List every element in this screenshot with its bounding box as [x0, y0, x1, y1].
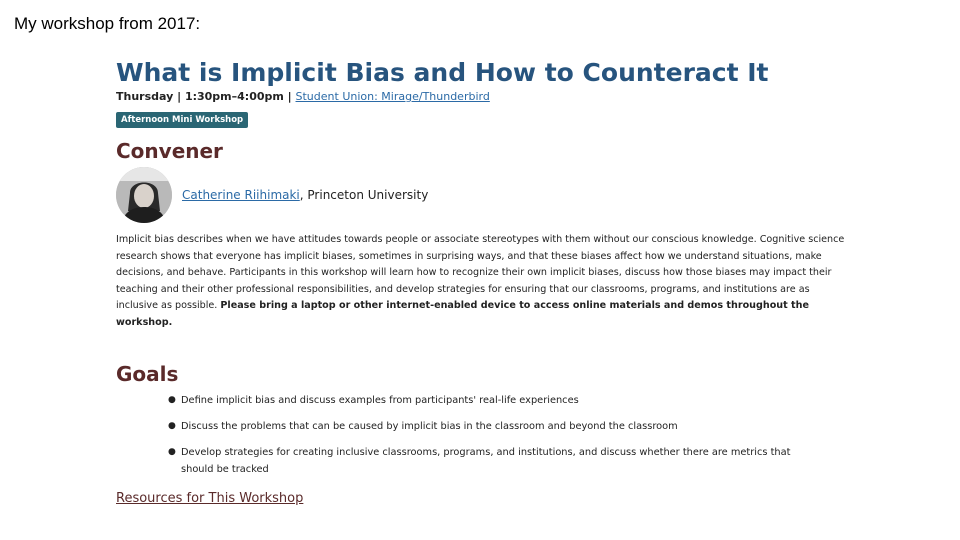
description-bold-note: Please bring a laptop or other internet-enabled device to access online materials and demos throughout the workshop.: [116, 300, 809, 328]
convener-name-link[interactable]: Catherine Riihimaki: [182, 188, 300, 202]
convener-heading: Convener: [116, 139, 223, 163]
description-text: Implicit bias describes when we have attitudes towards people or associate stereotypes with them without our conscious knowledge. Cognitive science research shows that everyone has implicit biases, sometimes in surprising ways, and that these biases affect how we understand situations, make decisions, and behave. Participants in this workshop will learn how to recognize their own implicit biases, discuss how those biases may impact their teaching and their other professional responsibilities, and develop strategies for ensuring that our classrooms, programs, and institutions are as inclusive as possible.: [116, 234, 845, 312]
session-meta: [116, 90, 846, 104]
goals-heading: Goals: [116, 361, 179, 386]
convener-row: [116, 166, 846, 224]
list-item: [168, 418, 811, 435]
convener-info: [182, 188, 428, 202]
goal-text: Discuss the problems that can be caused by implicit bias in the classroom and beyond the classroom: [181, 420, 678, 432]
resources-link[interactable]: Resources for This Workshop: [116, 490, 304, 506]
bullet-icon: ●: [168, 420, 176, 431]
person-photo-icon: [116, 167, 172, 223]
goal-text: Develop strategies for creating inclusive classrooms, programs, and institutions, and discuss whether there are metrics that should be tracked: [181, 446, 791, 475]
goals-list: [116, 392, 846, 478]
list-item: [168, 392, 811, 409]
list-item: [168, 444, 811, 478]
bullet-icon: ●: [168, 394, 176, 405]
bullet-icon: ●: [168, 446, 176, 457]
workshop-page: [116, 58, 846, 506]
workshop-description: [116, 232, 846, 332]
session-day-time: Thursday | 1:30pm–4:00pm |: [116, 90, 296, 103]
goal-text: Define implicit bias and discuss examples from participants' real-life experiences: [181, 394, 579, 406]
page-title: What is Implicit Bias and How to Counteract It: [116, 58, 769, 87]
session-type-badge: Afternoon Mini Workshop: [116, 112, 248, 128]
convener-avatar: [116, 167, 172, 223]
convener-affiliation: , Princeton University: [299, 188, 429, 202]
slide-caption: My workshop from 2017:: [14, 14, 201, 33]
location-link[interactable]: Student Union: Mirage/Thunderbird: [295, 90, 490, 103]
